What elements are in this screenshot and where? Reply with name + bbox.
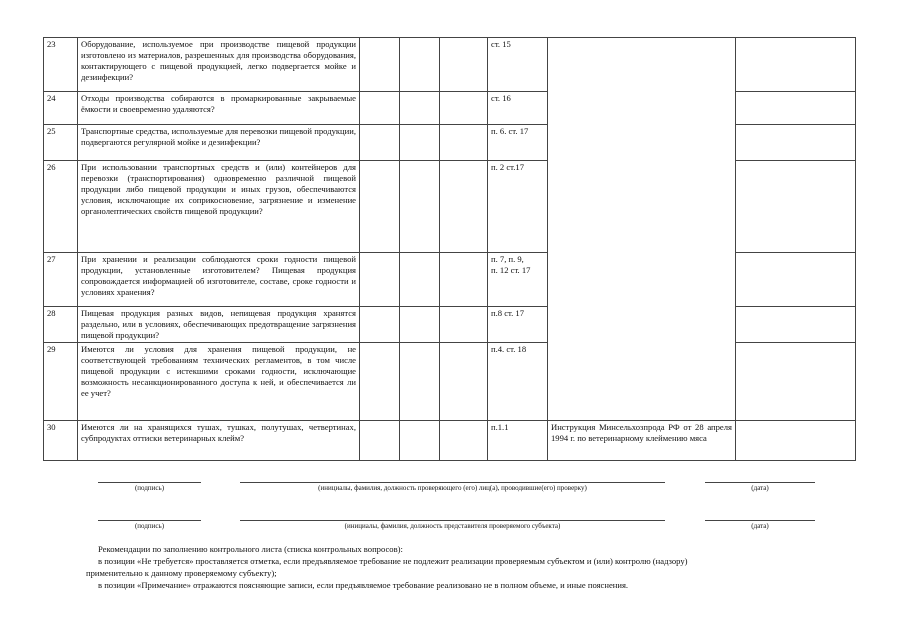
answer-yes-cell xyxy=(360,307,400,343)
checklist-body xyxy=(44,38,856,461)
checklist-table xyxy=(43,37,856,461)
answer-no-cell xyxy=(400,161,440,253)
legal-reference: п. 2 ст.17 xyxy=(488,161,548,253)
requirement-question: Оборудование, используемое при производстве пищевой продукции изготовлено из материалов, разрешенных для производства оборудования, контактирующего с пищевой продукцией, легко подвергается мойке и дезинфекции? xyxy=(78,38,360,92)
remark-cell xyxy=(736,307,856,343)
answer-no-cell xyxy=(400,343,440,421)
row-number: 23 xyxy=(44,38,78,92)
filling-recommendations xyxy=(88,543,858,591)
requirement-question: Имеются ли на хранящихся тушах, тушках, полутушах, четвертинах, субпродуктах оттиски ветеринарных клейм? xyxy=(78,421,360,461)
requirement-question: Имеются ли условия для хранения пищевой продукции, не соответствующей требованиям технических регламентов, в том числе пищевой продукции с истекшими сроками годности, исключающие возможность несанкционированного доступа к ней, и обеспечивается ли ее учет? xyxy=(78,343,360,421)
legal-reference: п.1.1 xyxy=(488,421,548,461)
remark-cell xyxy=(736,253,856,307)
regulatory-document: Инструкция Минсельхозпрода РФ от 28 апреля 1994 г. по ветеринарному клеймению мяса xyxy=(548,421,736,461)
answer-not-required-cell xyxy=(440,161,488,253)
answer-yes-cell xyxy=(360,38,400,92)
table-row xyxy=(44,421,856,461)
answer-yes-cell xyxy=(360,161,400,253)
row-number: 29 xyxy=(44,343,78,421)
answer-no-cell xyxy=(400,38,440,92)
remark-cell xyxy=(736,343,856,421)
inspector-signature-block xyxy=(0,482,905,496)
legal-reference: п.8 ст. 17 xyxy=(488,307,548,343)
answer-no-cell xyxy=(400,307,440,343)
signature-line xyxy=(98,520,201,521)
date-line xyxy=(705,520,815,521)
name-line xyxy=(240,520,665,521)
legal-reference: п. 7, п. 9, п. 12 ст. 17 xyxy=(488,253,548,307)
recommendations-title: Рекомендации по заполнению контрольного листа (списка контрольных вопросов): xyxy=(98,544,403,554)
subject-signature-block xyxy=(0,520,905,534)
answer-not-required-cell xyxy=(440,421,488,461)
answer-no-cell xyxy=(400,125,440,161)
remark-cell xyxy=(736,161,856,253)
requirement-question: При использовании транспортных средств и (или) контейнеров для перевозки (транспортирования) одновременно различной пищевой продукции либо пищевой продукции и иных грузов, обеспечиваются условия, исключающие их соприкосновение, загрязнение и изменение органолептических свойств пищевой продукции? xyxy=(78,161,360,253)
table-row xyxy=(44,38,856,92)
answer-yes-cell xyxy=(360,343,400,421)
answer-no-cell xyxy=(400,253,440,307)
answer-yes-cell xyxy=(360,92,400,125)
requirement-question: Транспортные средства, используемые для перевозки пищевой продукции, подвергаются регулярной мойке и дезинфекции? xyxy=(78,125,360,161)
row-number: 25 xyxy=(44,125,78,161)
signature-caption: (подпись) xyxy=(134,484,165,492)
name-caption: (инициалы, фамилия, должность проверяющего (его) лиц(а), проводившие(его) проверку) xyxy=(318,484,587,492)
name-caption: (инициалы, фамилия, должность представителя проверяемого субъекта) xyxy=(344,522,561,530)
row-number: 24 xyxy=(44,92,78,125)
answer-not-required-cell xyxy=(440,307,488,343)
requirement-question: Отходы производства собираются в промаркированные закрываемые ёмкости и своевременно удаляются? xyxy=(78,92,360,125)
legal-reference: ст. 15 xyxy=(488,38,548,92)
answer-not-required-cell xyxy=(440,253,488,307)
requirement-question: Пищевая продукция разных видов, непищевая продукция хранятся раздельно, или в условиях, обеспечивающих предотвращение загрязнения пищевой продукции? xyxy=(78,307,360,343)
requirement-question: При хранении и реализации соблюдаются сроки годности пищевой продукции, установленные изготовителем? Пищевая продукция сопровождается информацией об изготовителе, составе, сроке годности и условиях хранения? xyxy=(78,253,360,307)
name-line xyxy=(240,482,665,483)
row-number: 27 xyxy=(44,253,78,307)
remark-cell xyxy=(736,421,856,461)
legal-reference: п. 6. ст. 17 xyxy=(488,125,548,161)
remark-cell xyxy=(736,38,856,92)
date-caption: (дата) xyxy=(751,484,769,492)
answer-not-required-cell xyxy=(440,125,488,161)
row-number: 28 xyxy=(44,307,78,343)
answer-no-cell xyxy=(400,421,440,461)
date-caption: (дата) xyxy=(751,522,769,530)
legal-reference: ст. 16 xyxy=(488,92,548,125)
answer-not-required-cell xyxy=(440,92,488,125)
date-line xyxy=(705,482,815,483)
legal-reference: п.4. ст. 18 xyxy=(488,343,548,421)
remark-cell xyxy=(736,125,856,161)
regulatory-document-merged xyxy=(548,38,736,421)
remark-cell xyxy=(736,92,856,125)
signature-caption: (подпись) xyxy=(134,522,165,530)
signature-line xyxy=(98,482,201,483)
answer-yes-cell xyxy=(360,253,400,307)
row-number: 30 xyxy=(44,421,78,461)
answer-not-required-cell xyxy=(440,343,488,421)
answer-no-cell xyxy=(400,92,440,125)
answer-yes-cell xyxy=(360,421,400,461)
recommendation-remark: в позиции «Примечание» отражаются поясняющие записи, если предъявляемое требование реализовано не в полном объеме, и иные пояснения. xyxy=(98,580,629,590)
answer-not-required-cell xyxy=(440,38,488,92)
answer-yes-cell xyxy=(360,125,400,161)
row-number: 26 xyxy=(44,161,78,253)
recommendation-not-required: в позиции «Не требуется» проставляется отметка, если предъявляемое требование не подлежит реализации проверяемым субъектом и (или) контролю (надзору) xyxy=(98,556,688,566)
recommendation-not-required-continued: применительно к данному проверяемому субъекту); xyxy=(86,568,277,578)
